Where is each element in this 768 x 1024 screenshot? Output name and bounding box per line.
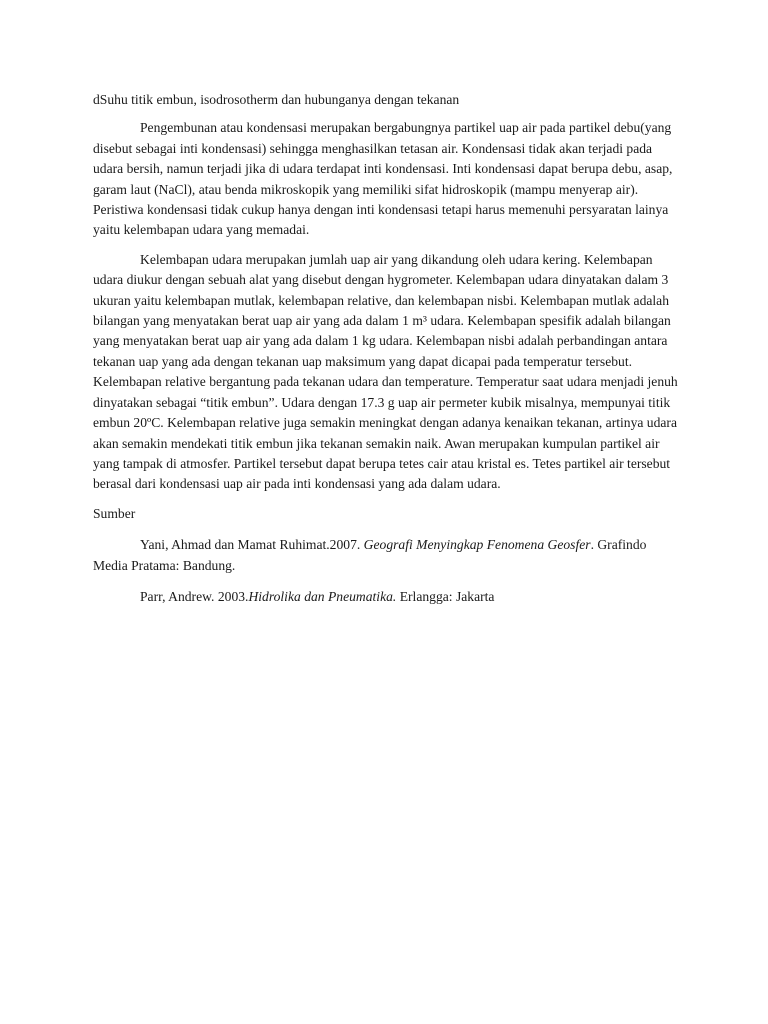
document-title: dSuhu titik embun, isodrosotherm dan hubunganya dengan tekanan xyxy=(93,92,460,107)
reference-item xyxy=(93,535,679,576)
reference-title: Hidrolika dan Pneumatika. xyxy=(248,588,397,604)
sources-heading: Sumber xyxy=(93,505,136,521)
reference-publisher: Erlangga: Jakarta xyxy=(396,588,495,604)
paragraph-kondensasi: Pengembunan atau kondensasi merupakan bergabungnya partikel uap air pada partikel debu(yang disebut sebagai inti kondensasi) sehingga menghasilkan tetasan air. Kondensasi tidak akan terjadi pada udara bersih, namun terjadi jika di udara terdapat inti kondensasi. Inti kondensasi dapat berupa debu, asap, garam laut (NaCl), atau benda mikroskopik yang memiliki sifat hidroskopik (mampu menyerap air). Peristiwa kondensasi tidak cukup hanya dengan inti kondensasi tetapi harus memenuhi persyaratan lainya yaitu kelembapan udara yang memadai. xyxy=(93,120,673,238)
reference-title: Geografi Menyingkap Fenomena Geosfer xyxy=(363,537,591,553)
paragraph-kelembapan: Kelembapan udara merupakan jumlah uap air yang dikandung oleh udara kering. Kelembapan udara diukur dengan sebuah alat yang disebut dengan hygrometer. Kelembapan udara dinyatakan dalam 3 ukuran yaitu kelembapan mutlak, kelembapan relative, dan kelembapan nisbi. Kelembapan mutlak adalah bilangan yang menyatakan berat uap air yang ada dalam 1 m³ udara. Kelembapan spesifik adalah bilangan yang menyatakan berat uap air yang ada dalam 1 kg udara. Kelembapan nisbi adalah perbandingan antara tekanan uap yang ada dengan tekanan uap maksimum yang dapat dicapai pada temperatur tersebut. Kelembapan relative bergantung pada tekanan udara dan temperature. Temperatur saat udara menjadi jenuh dinyatakan sebagai “titik embun”. Udara dengan 17.3 g uap air permeter kubik misalnya, mempunyai titik embun 20ºC. Kelembapan relative juga semakin meningkat dengan adanya kenaikan tekanan, artinya udara akan semakin mendekati titik embun jika tekanan semakin naik. Awan merupakan kumpulan partikel air yang tampak di atmosfer. Partikel tersebut dapat berupa tetes cair atau kristal es. Tetes partikel air tersebut berasal dari kondensasi uap air pada inti kondensasi yang ada dalam udara. xyxy=(93,251,678,492)
reference-author: Yani, Ahmad dan Mamat Ruhimat.2007. xyxy=(140,537,364,553)
document-page xyxy=(93,90,679,618)
reference-item xyxy=(93,587,679,607)
reference-author: Parr, Andrew. 2003. xyxy=(140,588,249,604)
reference-publisher: . Grafindo Media Pratama: Bandung. xyxy=(93,537,647,573)
